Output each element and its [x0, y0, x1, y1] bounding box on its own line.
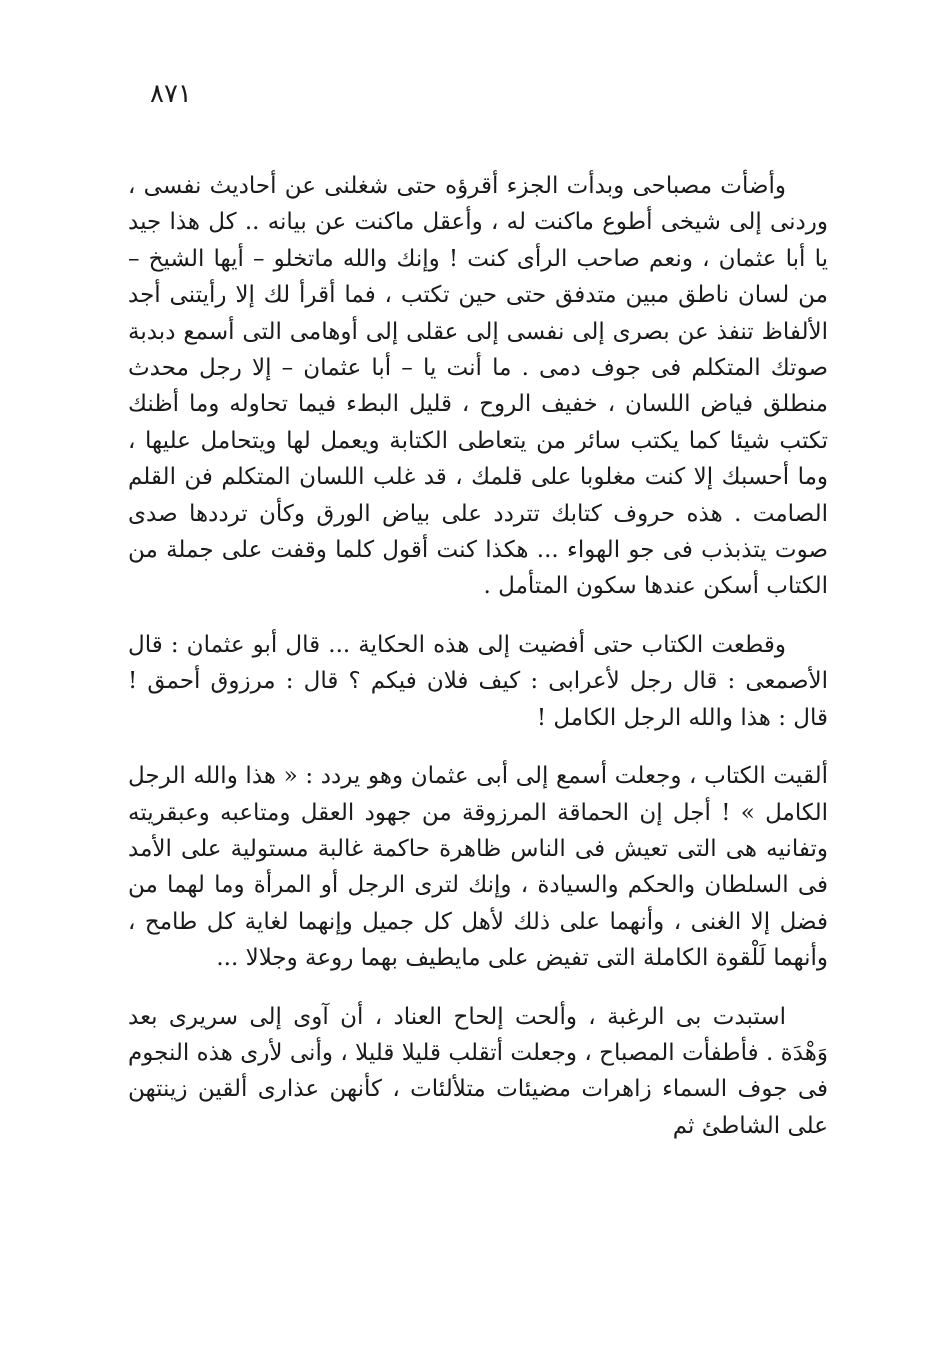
paragraph-1: وأضأت مصباحى وبدأت الجزء أقرؤه حتى شغلنى عن أحاديث نفسى ، وردنى إلى شيخى أطوع ماكنت له ، وأعقل ماكنت عن بيانه .. كل هذا جيد يا أبا عثمان ، ونعم صاحب الرأى كنت ! وإنك والله ماتخلو – أيها الشيخ – من لسان ناطق مبين متدفق حتى حين تكتب ، فما أقرأ لك إلا رأيتنى أجد الألفاظ تنفذ عن بصرى إلى نفسى إلى عقلى إلى أوهامى التى أسمع دبدبة صوتك المتكلم فى جوف دمى . ما أنت يا – أبا عثمان – إلا رجل محدث منطلق فياض اللسان ، خفيف الروح ، قليل البطء فيما تحاوله وما أظنك تكتب شيئا كما يكتب سائر من يتعاطى الكتابة ويعمل لها ويتحامل عليها ، وما أحسبك إلا كنت مغلوبا على قلمك ، قد غلب اللسان المتكلم فن القلم الصامت . هذه حروف كتابك تتردد على بياض الورق وكأن ترددها صدى صوت يتذبذب فى جو الهواء ... هكذا كنت أقول كلما وقفت على جملة من الكتاب أسكن عندها سكون المتأمل .: [128, 173, 828, 600]
page-number: ٨٧١: [150, 79, 192, 109]
paragraph-3: ألقيت الكتاب ، وجعلت أسمع إلى أبى عثمان وهو يردد : « هذا والله الرجل الكامل » ! أجل إن الحماقة المرزوقة من جهود العقل ومتاعبه وعبقريته وتفانيه هى التى تعيش فى الناس ظاهرة حاكمة غالبة مستولية على الأمد فى السلطان والحكم والسيادة ، وإنك لترى الرجل أو المرأة وما لهما من فضل إلا الغنى ، وأنهما على ذلك لأهل كل جميل وإنهما لغاية كل طامح ، وأنهما لَلْقوة الكاملة التى تفيض على مايطيف بهما روعة وجلالا ...: [128, 763, 828, 972]
paragraph-2: وقطعت الكتاب حتى أفضيت إلى هذه الحكاية ... قال أبو عثمان : قال الأصمعى : قال رجل لأعرابى : كيف فلان فيكم ؟ قال : مرزوق أحمق ! قال : هذا والله الرجل الكامل !: [128, 631, 828, 731]
paragraph-4: استبدت بى الرغبة ، وألحت إلحاح العناد ، أن آوى إلى سريرى بعد وَهْدَة . فأطفأت المصباح ، وجعلت أتقلب قليلا قليلا ، وأنى لأرى هذه النجوم فى جوف السماء زاهرات مضيئات متلألئات ، كأنهن عذارى ألقين زينتهن على الشاطئ ثم: [128, 1003, 828, 1139]
page-body: [128, 168, 828, 1144]
